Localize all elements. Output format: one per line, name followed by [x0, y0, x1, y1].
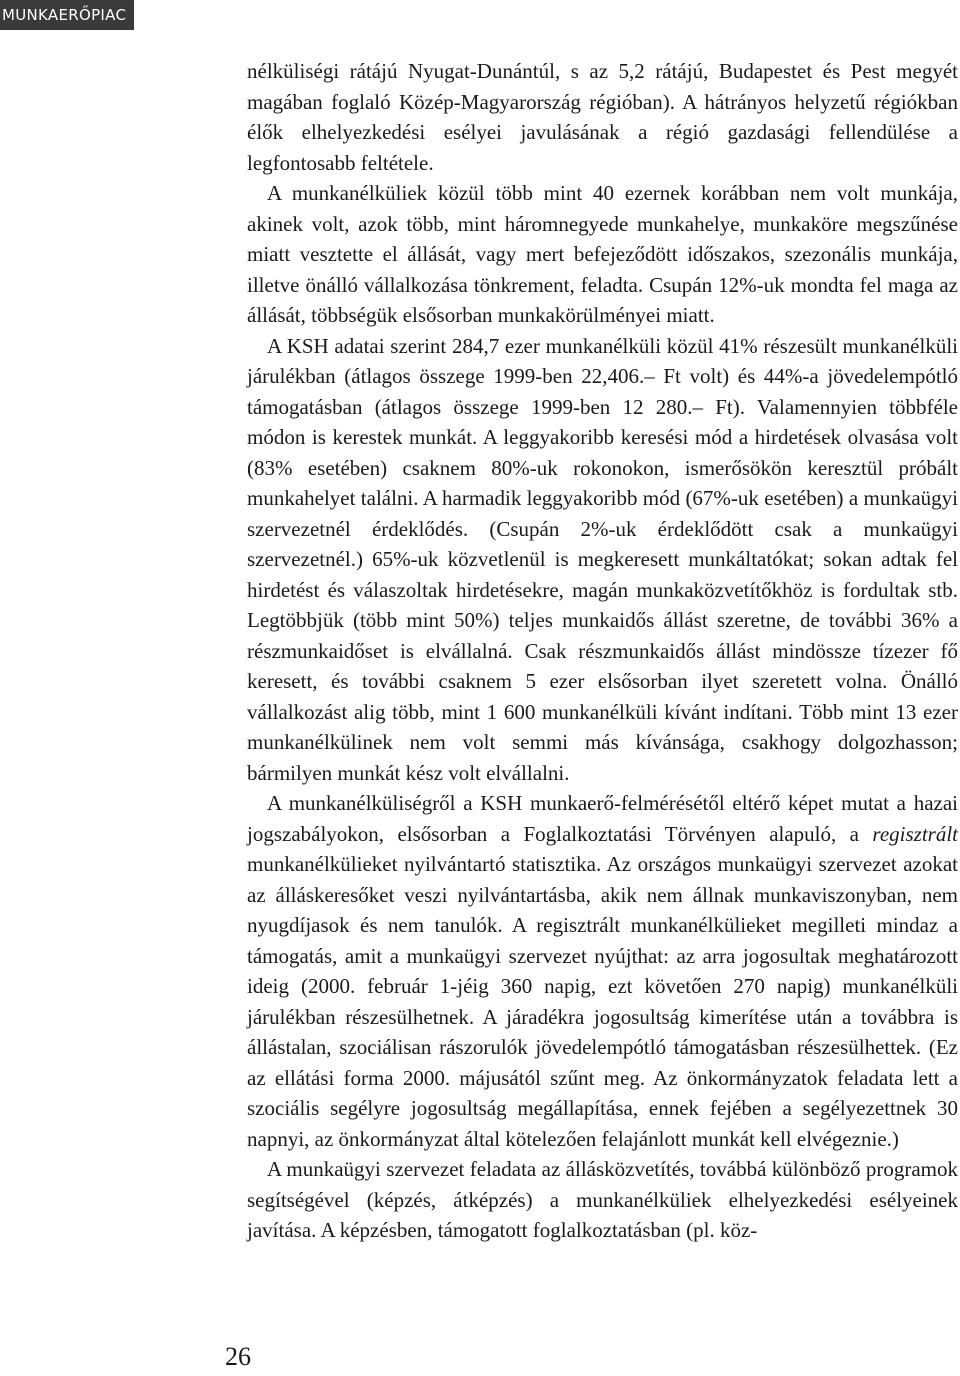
body-text: [247, 56, 958, 1246]
page-number: 26: [225, 1342, 251, 1371]
running-head: [0, 0, 134, 30]
paragraph: [247, 788, 958, 1154]
running-head-title: MUNKAERŐPIAC: [2, 6, 127, 24]
emphasized-term: regisztrált: [872, 821, 958, 846]
paragraph: A KSH adatai szerint 284,7 ezer munkanélküli közül 41% részesült munkanélküli járulékban (átlagos összege 1999-ben 22,406.– Ft volt) és 44%-a jövedelempótló támogatásban (átlagos összege 1999-ben 12 280.– Ft). Valamennyien többféle módon is kerestek munkát. A leggyakoribb keresési mód a hirdetések olvasása volt (83% esetében) csaknem 80%-uk rokonokon, ismerősökön keresztül próbált munkahelyet találni. A harmadik leggyakoribb mód (67%-uk esetében) a munkaügyi szervezetnél érdeklődés. (Csupán 2%-uk érdeklődött csak a munkaügyi szervezetnél.) 65%-uk közvetlenül is megkeresett munkáltatókat; sokan adtak fel hirdetést és válaszoltak hirdetésekre, magán munkaközvetítőkhöz is fordultak stb. Legtöbbjük (több mint 50%) teljes munkaidős állást szeretne, de további 36% a részmunkaidőset is elvállalná. Csak részmunkaidős állást mindössze tízezer fő keresett, és további csaknem 5 ezer elsősorban ilyet szeretett volna. Önálló vállalkozást alig több, mint 1 600 munkanélküli kívánt indítani. Több mint 13 ezer munkanélkülinek nem volt semmi más kívánsága, csakhogy dolgozhasson; bármilyen munkát kész volt elvállalni.: [247, 333, 958, 785]
paragraph: A munkaügyi szervezet feladata az állásközvetítés, továbbá különböző programok segítségével (képzés, átképzés) a munkanélküliek elhelyezkedési esélyeinek javítása. A képzésben, támogatott foglalkoztatásban (pl. köz-: [247, 1157, 958, 1242]
paragraph: nélküliségi rátájú Nyugat-Dunántúl, s az 5,2 rátájú, Budapestet és Pest megyét magában foglaló Közép-Magyarország régióban). A hátrányos helyzetű régiókban élők elhelyezkedési esélyei javulásának a régió gazdasági fellendülése a legfontosabb feltétele.: [247, 59, 958, 175]
paragraph: A munkanélküliek közül több mint 40 ezernek korábban nem volt munkája, akinek volt, azok több, mint háromnegyede munkahelye, munkaköre megszűnése miatt vesztette el állását, vagy mert befejeződött időszakos, szezonális munkája, illetve önálló vállalkozása tönkrement, feladta. Csupán 12%-uk mondta fel maga az állását, többségük elsősorban munkakörülményei miatt.: [247, 181, 958, 327]
paragraph-text: A munkanélküliségről a KSH munkaerő-felmérésétől eltérő képet mutat a hazai jogszabályokon, elsősorban a Foglalkoztatási Törvényen alapuló, a: [247, 791, 958, 846]
paragraph-text: munkanélkülieket nyilvántartó statisztika. Az országos munkaügyi szervezet azokat az álláskeresőket veszi nyilvántartásba, akik nem állnak munkaviszonyban, nem nyugdíjasok és nem tanulók. A regisztrált munkanélkülieket megilleti mindaz a támogatás, amit a munkaügyi szervezet nyújthat: az arra jogosultak meghatározott ideig (2000. február 1-jéig 360 napig, ezt követően 270 napig) munkanélküli járulékban részesülhetnek. A járadékra jogosultság kimerítése után a továbbra is állástalan, szociálisan rászorulók jövedelempótló támogatásban részesülhettek. (Ez az ellátási forma 2000. májusától szűnt meg. Az önkormányzatok feladata lett a szociális segélyre jogosultság megállapítása, ennek fejében a segélyezettnek 30 napnyi, az önkormányzat által kötelezően felajánlott munkát kell elvégeznie.): [247, 852, 958, 1151]
